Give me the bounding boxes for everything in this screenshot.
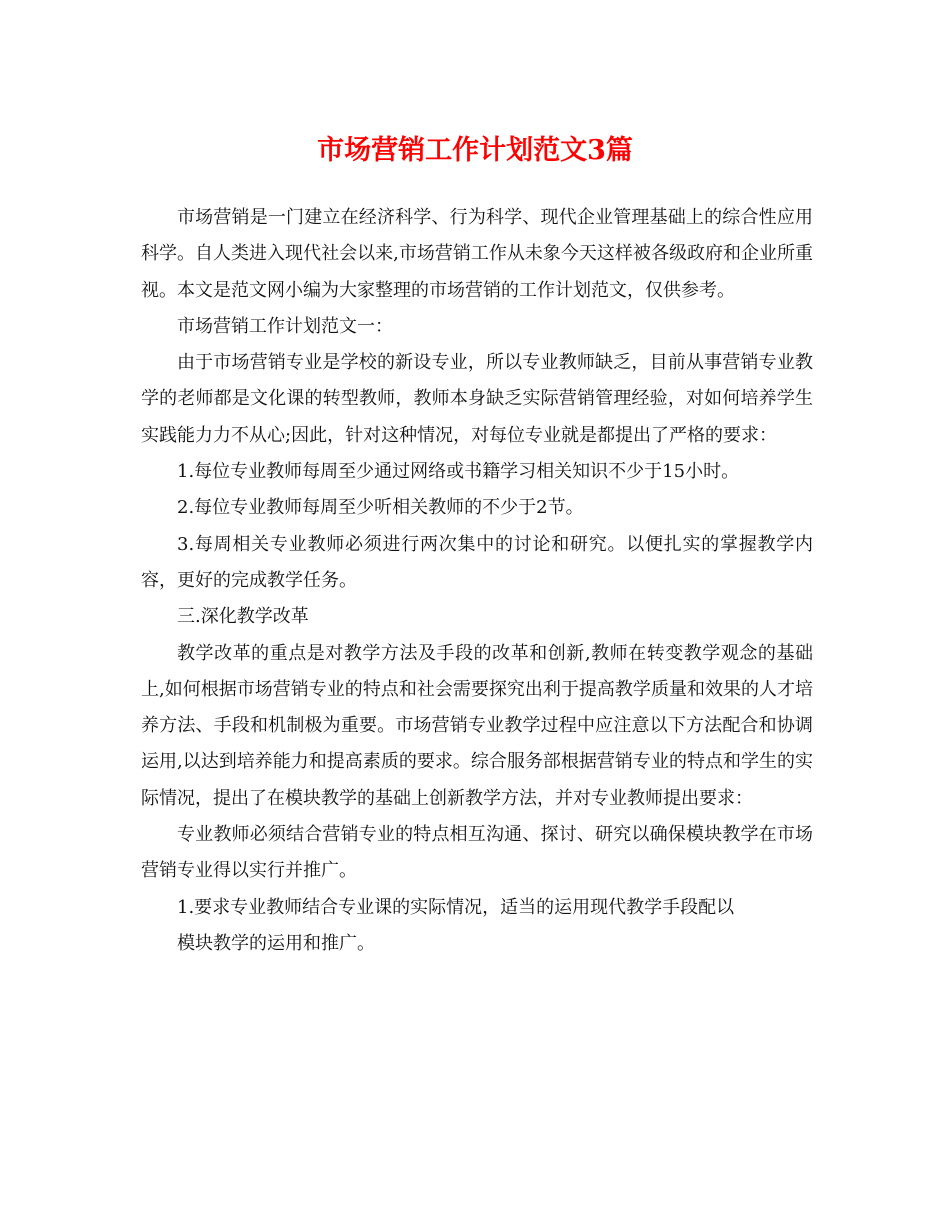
paragraph-background: 由于市场营销专业是学校的新设专业，所以专业教师缺乏，目前从事营销专业教学的老师都是文化课的转型教师，教师本身缺乏实际营销管理经验，对如何培养学生实践能力力不从心;因此，针对这种情况，对每位专业就是都提出了严格的要求： (141, 352, 813, 446)
list-item-requirement-1: 1.要求专业教师结合专业课的实际情况，适当的运用现代教学手段配以 (177, 896, 735, 918)
list-item-1: 1.每位专业教师每周至少通过网络或书籍学习相关知识不少于15小时。 (177, 461, 740, 483)
paragraph-intro: 市场营销是一门建立在经济科学、行为科学、现代企业管理基础上的综合性应用科学。自人类进入现代社会以来,市场营销工作从未象今天这样被各级政府和企业所重视。本文是范文网小编为大家整理的市场营销的工作计划范文，仅供参考。 (141, 207, 813, 301)
list-item-requirement-1-continued: 模块教学的运用和推广。 (177, 932, 375, 954)
paragraph-section-heading-3: 三.深化教学改革 (177, 606, 309, 628)
list-item-3: 3.每周相关专业教师必须进行两次集中的讨论和研究。以便扎实的掌握教学内容，更好的完成教学任务。 (141, 533, 813, 591)
list-item-2: 2.每位专业教师每周至少听相关教师的不少于2节。 (177, 497, 584, 519)
document-title: 市场营销工作计划范文3篇 (317, 135, 633, 166)
paragraph-section-heading-1: 市场营销工作计划范文一： (177, 315, 393, 337)
document-body (141, 200, 813, 962)
paragraph-requirement: 专业教师必须结合营销专业的特点相互沟通、探讨、研究以确保模块教学在市场营销专业得以实行并推广。 (141, 824, 813, 882)
paragraph-reform: 教学改革的重点是对教学方法及手段的改革和创新,教师在转变教学观念的基础上,如何根据市场营销专业的特点和社会需要探究出利于提高教学质量和效果的人才培养方法、手段和机制极为重要。市场营销专业教学过程中应注意以下方法配合和协调运用,以达到培养能力和提高素质的要求。综合服务部根据营销专业的特点和学生的实际情况，提出了在模块教学的基础上创新教学方法，并对专业教师提出要求： (141, 642, 813, 809)
